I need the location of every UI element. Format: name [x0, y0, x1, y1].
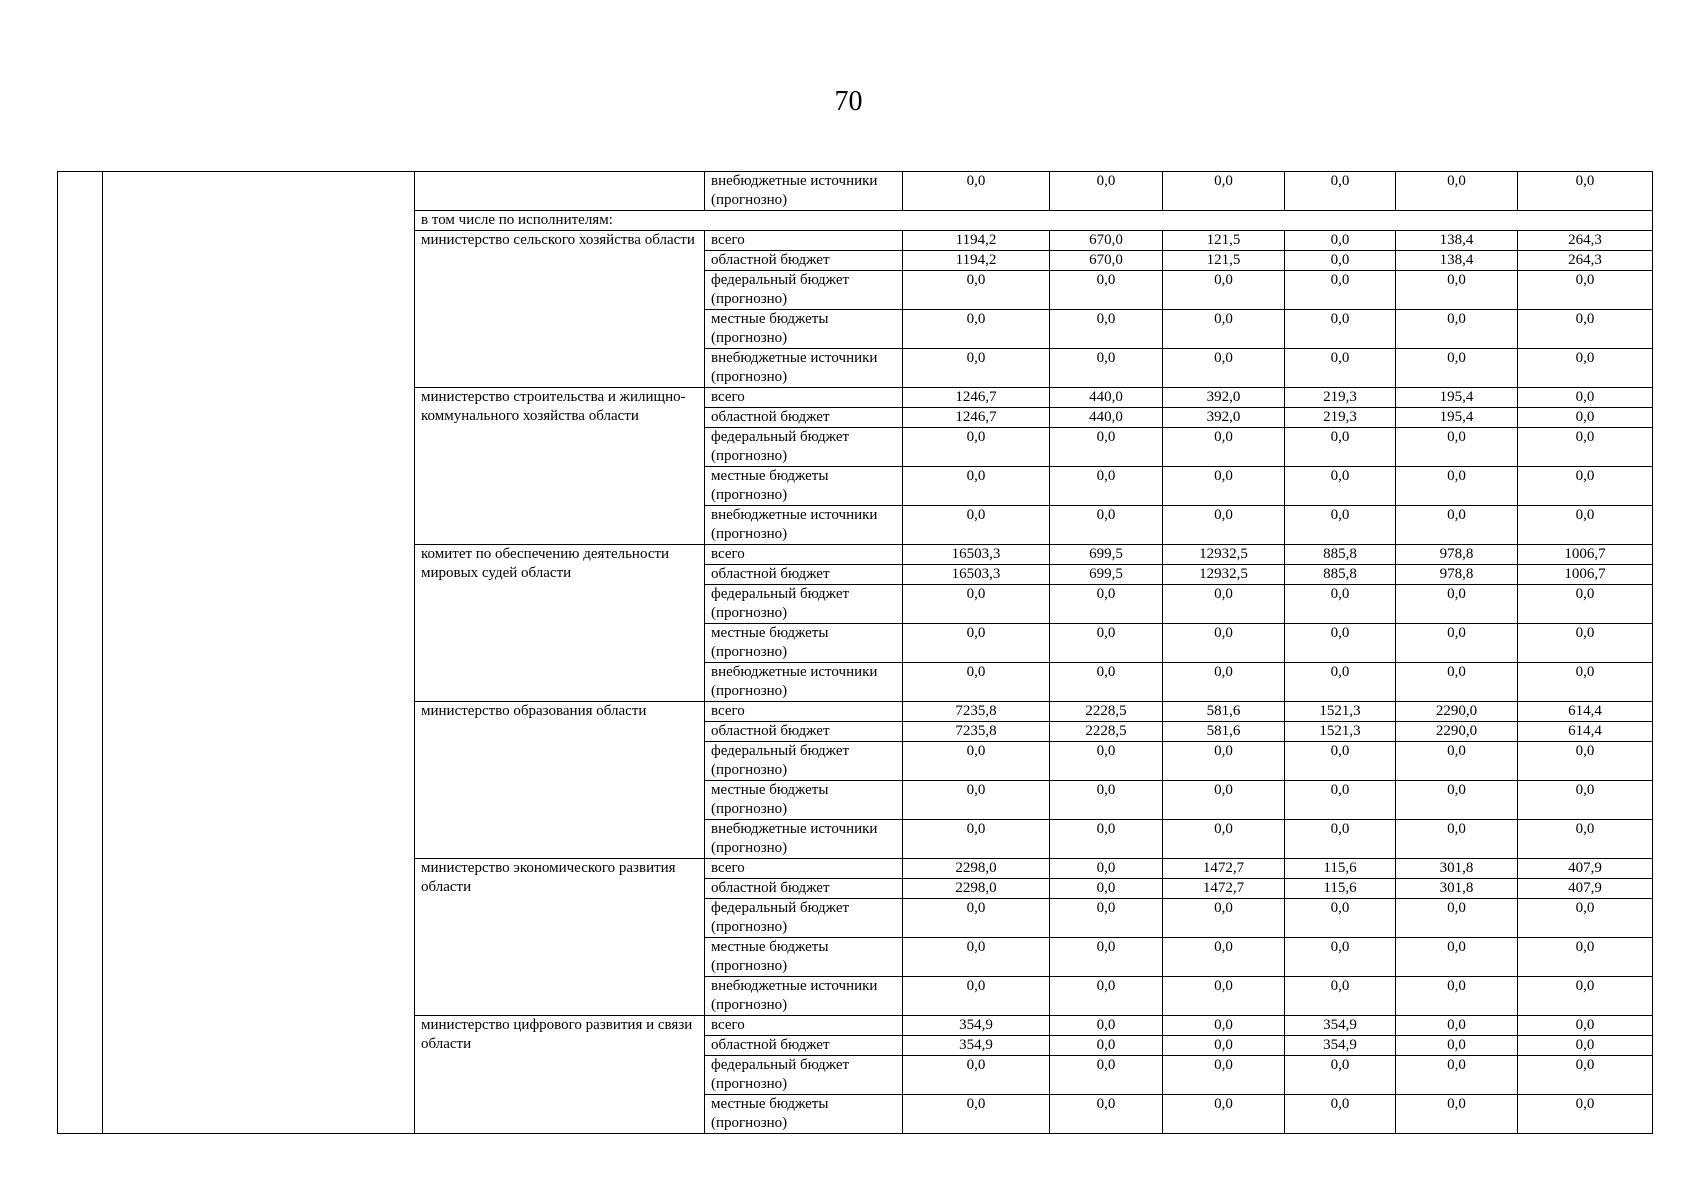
value-year-1: 0,0 [1050, 1016, 1163, 1036]
page-number: 70 [834, 86, 863, 117]
source-label: внебюджетные источники (прогнозно) [705, 506, 903, 545]
source-label: областной бюджет [705, 251, 903, 271]
source-label: внебюджетные источники (прогнозно) [705, 820, 903, 859]
value-year-3: 0,0 [1285, 310, 1396, 349]
value-year-5: 0,0 [1518, 310, 1653, 349]
value-year-1: 0,0 [1050, 624, 1163, 663]
measure-name-column [103, 172, 415, 1134]
value-year-3: 0,0 [1285, 231, 1396, 251]
source-label: федеральный бюджет (прогнозно) [705, 899, 903, 938]
source-label: внебюджетные источники (прогнозно) [705, 172, 903, 211]
value-year-5: 1006,7 [1518, 565, 1653, 585]
value-year-4: 0,0 [1396, 977, 1518, 1016]
source-label: внебюджетные источники (прогнозно) [705, 977, 903, 1016]
value-year-1: 0,0 [1050, 506, 1163, 545]
value-total: 0,0 [903, 506, 1050, 545]
source-label: федеральный бюджет (прогнозно) [705, 271, 903, 310]
row-number-column [58, 172, 103, 1134]
value-year-5: 0,0 [1518, 742, 1653, 781]
value-year-1: 0,0 [1050, 349, 1163, 388]
value-year-3: 0,0 [1285, 1056, 1396, 1095]
source-label: всего [705, 1016, 903, 1036]
value-year-1: 2228,5 [1050, 722, 1163, 742]
value-total: 354,9 [903, 1036, 1050, 1056]
value-year-1: 0,0 [1050, 1095, 1163, 1134]
value-year-1: 0,0 [1050, 172, 1163, 211]
value-year-5: 0,0 [1518, 506, 1653, 545]
value-year-1: 0,0 [1050, 977, 1163, 1016]
value-year-4: 0,0 [1396, 1056, 1518, 1095]
value-year-2: 0,0 [1163, 742, 1285, 781]
value-year-3: 0,0 [1285, 251, 1396, 271]
value-year-5: 614,4 [1518, 702, 1653, 722]
value-year-4: 0,0 [1396, 820, 1518, 859]
table-body [58, 172, 1653, 1134]
value-year-4: 301,8 [1396, 879, 1518, 899]
source-label: местные бюджеты (прогнозно) [705, 310, 903, 349]
value-total: 354,9 [903, 1016, 1050, 1036]
executor-cell [415, 172, 705, 211]
value-year-1: 0,0 [1050, 742, 1163, 781]
source-label: местные бюджеты (прогнозно) [705, 938, 903, 977]
value-year-2: 1472,7 [1163, 859, 1285, 879]
value-year-5: 264,3 [1518, 231, 1653, 251]
value-year-4: 301,8 [1396, 859, 1518, 879]
value-year-4: 2290,0 [1396, 702, 1518, 722]
value-year-4: 0,0 [1396, 1036, 1518, 1056]
value-year-3: 1521,3 [1285, 722, 1396, 742]
value-year-2: 581,6 [1163, 722, 1285, 742]
value-total: 0,0 [903, 467, 1050, 506]
value-year-1: 0,0 [1050, 428, 1163, 467]
value-year-2: 0,0 [1163, 663, 1285, 702]
value-year-4: 0,0 [1396, 310, 1518, 349]
value-year-3: 0,0 [1285, 820, 1396, 859]
value-year-2: 12932,5 [1163, 545, 1285, 565]
executor-name: министерство строительства и жилищно-коммунального хозяйства области [415, 388, 705, 545]
value-year-1: 0,0 [1050, 859, 1163, 879]
value-year-1: 440,0 [1050, 388, 1163, 408]
value-year-4: 0,0 [1396, 172, 1518, 211]
value-total: 2298,0 [903, 859, 1050, 879]
value-total: 0,0 [903, 1095, 1050, 1134]
value-year-5: 0,0 [1518, 1036, 1653, 1056]
value-total: 16503,3 [903, 565, 1050, 585]
value-year-4: 0,0 [1396, 742, 1518, 781]
value-year-3: 0,0 [1285, 271, 1396, 310]
value-year-3: 885,8 [1285, 545, 1396, 565]
value-year-2: 0,0 [1163, 467, 1285, 506]
executor-name: министерство сельского хозяйства области [415, 231, 705, 388]
value-year-2: 121,5 [1163, 231, 1285, 251]
value-year-1: 0,0 [1050, 879, 1163, 899]
executor-name: министерство экономического развития области [415, 859, 705, 1016]
value-year-5: 0,0 [1518, 408, 1653, 428]
value-year-5: 0,0 [1518, 349, 1653, 388]
value-year-3: 115,6 [1285, 859, 1396, 879]
value-year-1: 0,0 [1050, 663, 1163, 702]
value-year-2: 0,0 [1163, 938, 1285, 977]
value-total: 7235,8 [903, 722, 1050, 742]
value-year-2: 0,0 [1163, 624, 1285, 663]
value-year-4: 0,0 [1396, 271, 1518, 310]
value-total: 0,0 [903, 172, 1050, 211]
value-year-2: 0,0 [1163, 1095, 1285, 1134]
value-year-3: 0,0 [1285, 781, 1396, 820]
source-label: областной бюджет [705, 565, 903, 585]
value-total: 0,0 [903, 742, 1050, 781]
value-year-2: 1472,7 [1163, 879, 1285, 899]
value-year-4: 2290,0 [1396, 722, 1518, 742]
value-year-3: 885,8 [1285, 565, 1396, 585]
table-row [58, 172, 1653, 211]
value-year-4: 0,0 [1396, 781, 1518, 820]
value-year-2: 0,0 [1163, 1056, 1285, 1095]
value-total: 1194,2 [903, 231, 1050, 251]
source-label: местные бюджеты (прогнозно) [705, 467, 903, 506]
value-total: 0,0 [903, 271, 1050, 310]
value-year-3: 0,0 [1285, 663, 1396, 702]
value-year-3: 0,0 [1285, 172, 1396, 211]
value-total: 0,0 [903, 624, 1050, 663]
source-label: всего [705, 859, 903, 879]
value-year-1: 699,5 [1050, 545, 1163, 565]
value-year-5: 0,0 [1518, 624, 1653, 663]
value-year-1: 670,0 [1050, 251, 1163, 271]
value-year-3: 0,0 [1285, 506, 1396, 545]
value-year-2: 0,0 [1163, 1016, 1285, 1036]
value-total: 0,0 [903, 977, 1050, 1016]
value-year-5: 0,0 [1518, 467, 1653, 506]
value-year-4: 0,0 [1396, 506, 1518, 545]
value-year-5: 0,0 [1518, 781, 1653, 820]
value-total: 1194,2 [903, 251, 1050, 271]
value-year-2: 12932,5 [1163, 565, 1285, 585]
value-year-3: 0,0 [1285, 467, 1396, 506]
value-year-5: 0,0 [1518, 585, 1653, 624]
source-label: местные бюджеты (прогнозно) [705, 781, 903, 820]
value-year-1: 0,0 [1050, 781, 1163, 820]
source-label: областной бюджет [705, 1036, 903, 1056]
value-year-2: 392,0 [1163, 408, 1285, 428]
value-year-1: 0,0 [1050, 899, 1163, 938]
value-year-2: 0,0 [1163, 1036, 1285, 1056]
value-year-1: 0,0 [1050, 585, 1163, 624]
value-year-1: 2228,5 [1050, 702, 1163, 722]
value-year-4: 0,0 [1396, 1095, 1518, 1134]
value-year-5: 407,9 [1518, 879, 1653, 899]
source-label: внебюджетные источники (прогнозно) [705, 663, 903, 702]
value-total: 0,0 [903, 663, 1050, 702]
value-year-5: 264,3 [1518, 251, 1653, 271]
source-label: всего [705, 545, 903, 565]
source-label: областной бюджет [705, 722, 903, 742]
value-year-1: 670,0 [1050, 231, 1163, 251]
value-year-1: 440,0 [1050, 408, 1163, 428]
value-total: 0,0 [903, 585, 1050, 624]
value-year-5: 0,0 [1518, 820, 1653, 859]
value-year-4: 195,4 [1396, 388, 1518, 408]
value-year-5: 0,0 [1518, 428, 1653, 467]
value-total: 0,0 [903, 820, 1050, 859]
value-total: 1246,7 [903, 388, 1050, 408]
source-label: федеральный бюджет (прогнозно) [705, 428, 903, 467]
value-year-4: 0,0 [1396, 585, 1518, 624]
value-year-4: 0,0 [1396, 349, 1518, 388]
section-header: в том числе по исполнителям: [415, 211, 1653, 231]
source-label: федеральный бюджет (прогнозно) [705, 585, 903, 624]
value-year-4: 0,0 [1396, 938, 1518, 977]
value-year-2: 392,0 [1163, 388, 1285, 408]
value-year-5: 614,4 [1518, 722, 1653, 742]
value-year-5: 1006,7 [1518, 545, 1653, 565]
value-year-4: 978,8 [1396, 545, 1518, 565]
value-year-5: 0,0 [1518, 1056, 1653, 1095]
value-year-1: 0,0 [1050, 1036, 1163, 1056]
source-label: областной бюджет [705, 408, 903, 428]
value-year-3: 0,0 [1285, 938, 1396, 977]
value-year-5: 0,0 [1518, 663, 1653, 702]
source-label: федеральный бюджет (прогнозно) [705, 1056, 903, 1095]
source-label: всего [705, 231, 903, 251]
value-total: 7235,8 [903, 702, 1050, 722]
value-year-2: 0,0 [1163, 271, 1285, 310]
value-year-5: 0,0 [1518, 977, 1653, 1016]
value-year-3: 354,9 [1285, 1036, 1396, 1056]
value-total: 0,0 [903, 310, 1050, 349]
value-year-2: 121,5 [1163, 251, 1285, 271]
value-total: 2298,0 [903, 879, 1050, 899]
source-label: всего [705, 388, 903, 408]
value-year-4: 978,8 [1396, 565, 1518, 585]
value-year-2: 0,0 [1163, 820, 1285, 859]
value-year-3: 0,0 [1285, 585, 1396, 624]
value-year-2: 0,0 [1163, 310, 1285, 349]
value-year-1: 0,0 [1050, 938, 1163, 977]
value-year-2: 0,0 [1163, 172, 1285, 211]
value-year-5: 407,9 [1518, 859, 1653, 879]
value-year-4: 0,0 [1396, 624, 1518, 663]
value-year-5: 0,0 [1518, 938, 1653, 977]
value-year-3: 115,6 [1285, 879, 1396, 899]
value-total: 1246,7 [903, 408, 1050, 428]
budget-table [57, 171, 1653, 1134]
source-label: всего [705, 702, 903, 722]
value-year-4: 0,0 [1396, 1016, 1518, 1036]
value-year-1: 0,0 [1050, 467, 1163, 506]
value-year-3: 0,0 [1285, 349, 1396, 388]
value-year-4: 0,0 [1396, 428, 1518, 467]
value-year-3: 0,0 [1285, 624, 1396, 663]
value-year-3: 219,3 [1285, 388, 1396, 408]
value-year-1: 699,5 [1050, 565, 1163, 585]
value-total: 0,0 [903, 1056, 1050, 1095]
value-year-2: 0,0 [1163, 781, 1285, 820]
value-year-3: 1521,3 [1285, 702, 1396, 722]
value-year-1: 0,0 [1050, 271, 1163, 310]
value-year-1: 0,0 [1050, 820, 1163, 859]
value-year-1: 0,0 [1050, 310, 1163, 349]
value-year-2: 0,0 [1163, 899, 1285, 938]
value-year-2: 0,0 [1163, 428, 1285, 467]
source-label: местные бюджеты (прогнозно) [705, 1095, 903, 1134]
value-year-5: 0,0 [1518, 1095, 1653, 1134]
value-year-4: 0,0 [1396, 899, 1518, 938]
value-year-3: 219,3 [1285, 408, 1396, 428]
value-total: 16503,3 [903, 545, 1050, 565]
value-total: 0,0 [903, 781, 1050, 820]
value-year-3: 0,0 [1285, 742, 1396, 781]
value-year-3: 0,0 [1285, 977, 1396, 1016]
source-label: федеральный бюджет (прогнозно) [705, 742, 903, 781]
value-year-1: 0,0 [1050, 1056, 1163, 1095]
value-year-3: 0,0 [1285, 428, 1396, 467]
value-year-5: 0,0 [1518, 271, 1653, 310]
value-year-4: 138,4 [1396, 231, 1518, 251]
value-year-2: 0,0 [1163, 506, 1285, 545]
value-year-2: 0,0 [1163, 977, 1285, 1016]
value-year-5: 0,0 [1518, 1016, 1653, 1036]
value-year-2: 0,0 [1163, 349, 1285, 388]
value-year-4: 0,0 [1396, 467, 1518, 506]
value-year-2: 581,6 [1163, 702, 1285, 722]
source-label: местные бюджеты (прогнозно) [705, 624, 903, 663]
executor-name: министерство цифрового развития и связи области [415, 1016, 705, 1134]
value-year-2: 0,0 [1163, 585, 1285, 624]
source-label: областной бюджет [705, 879, 903, 899]
value-total: 0,0 [903, 938, 1050, 977]
value-total: 0,0 [903, 899, 1050, 938]
value-year-5: 0,0 [1518, 172, 1653, 211]
value-year-4: 0,0 [1396, 663, 1518, 702]
value-year-5: 0,0 [1518, 388, 1653, 408]
value-year-4: 138,4 [1396, 251, 1518, 271]
executor-name: комитет по обеспечению деятельности мировых судей области [415, 545, 705, 702]
value-year-3: 0,0 [1285, 899, 1396, 938]
value-year-4: 195,4 [1396, 408, 1518, 428]
source-label: внебюджетные источники (прогнозно) [705, 349, 903, 388]
value-year-3: 354,9 [1285, 1016, 1396, 1036]
value-total: 0,0 [903, 428, 1050, 467]
value-year-3: 0,0 [1285, 1095, 1396, 1134]
executor-name: министерство образования области [415, 702, 705, 859]
value-total: 0,0 [903, 349, 1050, 388]
value-year-5: 0,0 [1518, 899, 1653, 938]
